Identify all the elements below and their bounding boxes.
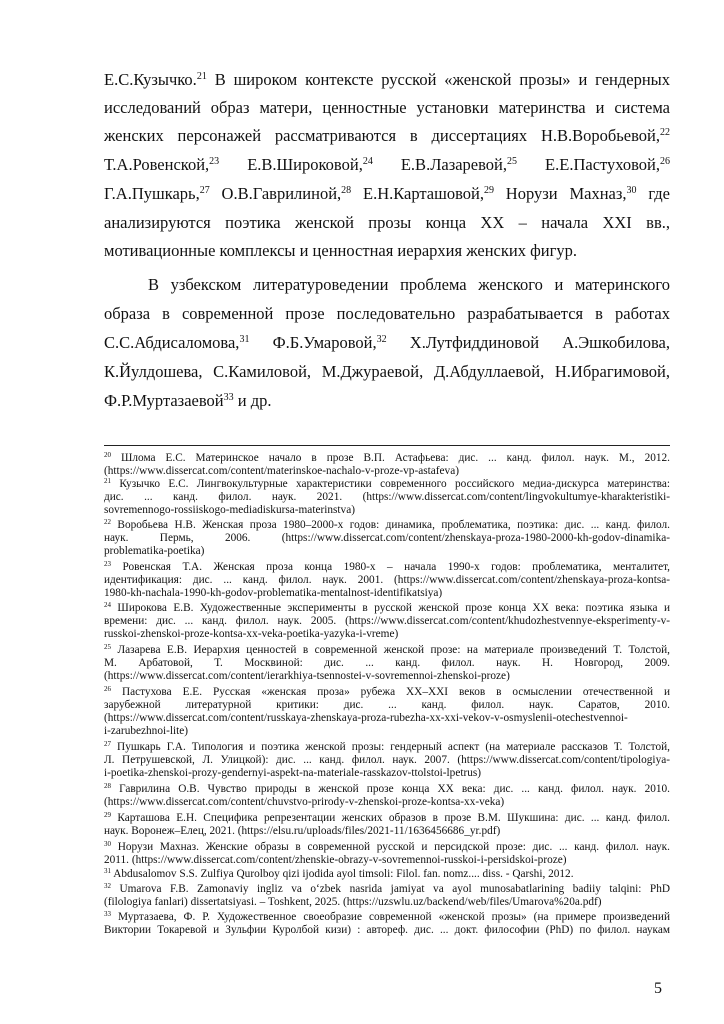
text-run: Муртазаева, Ф. Р. Художественное своеобразие современной «женской прозы» (на примере произведений: [111, 911, 670, 923]
text-run: мотивационные комплексы и ценностная иерархия женских фигур.: [104, 241, 577, 260]
text-run: где: [636, 184, 671, 203]
footnote-marker: 32: [104, 883, 111, 890]
footnote-line: [104, 587, 670, 600]
footnote-marker: 21: [104, 478, 111, 485]
footnote-line: [104, 615, 670, 628]
footnote-line: [104, 841, 670, 854]
footnote-marker: 25: [104, 644, 111, 651]
text-run: Л. Петрушевской, Л. Улицкой): дис. ... канд. филол. наук. 2007. (https://www.dissercat.com/content/tipologiya-: [104, 754, 670, 766]
text-run: (https://www.dissercat.com/content/materinskoe-nachalo-v-proze-vp-astafeva): [104, 465, 459, 477]
text-run: Пушкарь Г.А. Типология и поэтика женской прозы: гендерный аспект (на материале рассказов Т. Толстой,: [111, 741, 670, 753]
footnote-line: [104, 896, 670, 909]
footnote-line: [104, 854, 670, 867]
footnote-line: [104, 574, 670, 587]
footnote-marker: 29: [483, 185, 494, 196]
footnote-line: [104, 644, 670, 657]
text-run: зарубежной литературной критики: дис. ... канд. филол. наук. Саратов, 2010.: [104, 699, 670, 711]
footnote-line: [104, 561, 670, 574]
footnote-marker: 31: [239, 334, 250, 345]
footnote-line: [104, 825, 670, 838]
footnote-marker: 24: [362, 156, 373, 167]
text-run: Норузи Махназ. Женские образы в современной русской и персидской прозе: дис. ... канд. филол. наук.: [111, 841, 670, 853]
footnote-line: [104, 741, 670, 754]
footnote-marker: 26: [660, 156, 671, 167]
text-run: исследований образ матери, ценностные установки материнства и система: [104, 98, 670, 117]
footnote-line: [104, 532, 670, 545]
body-line: [104, 391, 670, 411]
footnote-marker: 33: [104, 911, 111, 918]
text-run: и др.: [233, 391, 272, 410]
text-run: Норузи Махназ,: [493, 184, 627, 203]
body-line: [104, 70, 670, 90]
footnote-marker: 22: [660, 127, 670, 138]
text-run: Воробьева Н.В. Женская проза 1980–2000-х годов: динамика, проблематика, поэтика: дис. ... канд. филол.: [111, 519, 670, 531]
footnote-line: [104, 657, 670, 670]
footnote-marker: 25: [507, 156, 518, 167]
body-line: [104, 241, 670, 261]
text-run: Е.Н.Карташовой,: [351, 184, 484, 203]
footnote-marker: 28: [104, 783, 111, 790]
text-run: (https://www.dissercat.com/content/russkaya-zhenskaya-proza-rubezha-xx-xxi-vekov-v-osmyslenii-otechestvennoi-: [104, 712, 628, 724]
footnote-marker: 21: [196, 71, 207, 82]
text-run: В широком контексте русской «женской прозы» и гендерных: [206, 70, 670, 89]
footnote-line: [104, 868, 670, 881]
text-run: Т.А.Ровенской,: [104, 155, 210, 174]
body-line: [104, 362, 670, 382]
footnote-marker: 27: [199, 185, 210, 196]
footnote-line: [104, 754, 670, 767]
text-run: 2011. (https://www.dissercat.com/content/zhenskie-obrazy-v-sovremennoi-russkoi-i-persidskoi-proze): [104, 854, 567, 866]
text-run: i-poetika-zhenskoi-prozy-gendernyi-aspekt-na-materiale-rasskazov-ttolstoi-lpetrus): [104, 767, 482, 779]
text-run: О.В.Гаврилиной,: [209, 184, 342, 203]
text-run: Ф.Б.Умаровой,: [249, 333, 377, 352]
text-run: Г.А.Пушкарь,: [104, 184, 200, 203]
text-run: Umarova F.B. Zamonaviy ingliz va oʻzbek nasrida jamiyat va ayol munosabatlarining badiiy talqini: PhD: [111, 883, 670, 895]
footnote-marker: 24: [104, 602, 111, 609]
body-line: [104, 184, 670, 204]
text-run: Кузычко Е.С. Лингвокультурные характеристики современного российского медиа-дискурса материнства:: [111, 478, 670, 490]
text-run: (https://www.dissercat.com/content/chuvstvo-prirody-v-zhenskoi-proze-kontsa-xx-veka): [104, 796, 505, 808]
footnote-marker: 30: [626, 185, 637, 196]
body-line: [104, 213, 670, 233]
text-run: Пастухова Е.Е. Русская «женская проза» рубежа XX–XXI веков в осмыслении отечественной и: [111, 686, 670, 698]
footnote-line: [104, 699, 670, 712]
text-run: В узбекском литературоведении проблема женского и материнского: [148, 275, 670, 294]
text-run: Е.С.Кузычко.: [104, 70, 197, 89]
text-run: наук. Пермь, 2006. (https://www.dissercat.com/content/zhenskaya-proza-1980-2000-kh-godov-dinamika-: [104, 532, 670, 544]
text-run: Ровенская Т.А. Женская проза конца 1980-х – начала 1990-х годов: проблематика, менталитет,: [111, 561, 670, 573]
text-run: Лазарева Е.В. Иерархия ценностей в современной женской прозе: на материале произведений Т. Толстой,: [111, 644, 670, 656]
text-run: Карташова Е.Н. Специфика репрезентации женских образов в прозе В.М. Шукшина: дис. ... канд. филол.: [111, 812, 670, 824]
footnote-line: [104, 712, 670, 725]
text-run: Е.В.Лазаревой,: [372, 155, 508, 174]
text-run: Х.Лутфиддиновой А.Эшкобилова,: [386, 333, 670, 352]
text-run: Е.Е.Пастуховой,: [517, 155, 661, 174]
footnote-line: [104, 602, 670, 615]
footnote-marker: 32: [376, 334, 387, 345]
footnote-line: [104, 911, 670, 924]
text-run: идентификация: дис. ... канд. филол. наук. 2001. (https://www.dissercat.com/content/zhenskaya-proza-kontsa-: [104, 574, 670, 586]
text-run: анализируются поэтика женской прозы конца XX – начала XXI вв.,: [104, 213, 670, 232]
footnote-line: [104, 504, 670, 517]
text-run: Ф.Р.Муртазаевой: [104, 391, 224, 410]
text-run: С.С.Абдисаломова,: [104, 333, 240, 352]
text-run: К.Йулдошева, С.Камиловой, М.Джураевой, Д.Абдуллаевой, Н.Ибрагимовой,: [104, 362, 670, 381]
footnote-line: [104, 491, 670, 504]
footnote-marker: 23: [209, 156, 220, 167]
body-line: [104, 126, 670, 146]
text-run: Шлома Е.С. Материнское начало в прозе В.П. Астафьева: дис. ... канд. филол. наук. М., 2012.: [111, 452, 670, 464]
footnote-separator: [104, 445, 670, 446]
text-run: образа в современной прозе последовательно разрабатывается в работах: [104, 304, 670, 323]
text-run: М. Арбатовой, Т. Москвиной: дис. ... канд. филол. наук. Н. Новгород, 2009.: [104, 657, 670, 669]
footnote-line: [104, 767, 670, 780]
text-run: Е.В.Широковой,: [219, 155, 363, 174]
body-line: [104, 275, 670, 295]
text-run: russkoi-zhenskoi-proze-kontsa-xx-veka-poetika-yazyka-i-vreme): [104, 628, 399, 640]
body-line: [104, 98, 670, 118]
text-run: Abdusalomov S.S. Zulfiya Qurolboy qizi ijodida ayol timsoli: Filol. fan. nomz.... diss. - Qarshi, 2012.: [111, 868, 574, 880]
text-run: времени: дис. ... канд. филол. наук. 2005. (https://www.dissercat.com/content/khudozhestvennye-eksperimenty-v-: [104, 615, 670, 627]
footnote-line: [104, 670, 670, 683]
text-run: Виктории Токаревой и Зульфии Куролбой кизи) : автореф. дис. ... докт. философии (PhD) по филол. наукам: [104, 924, 670, 936]
footnote-line: [104, 478, 670, 491]
footnote-marker: 20: [104, 452, 111, 459]
footnote-marker: 29: [104, 812, 111, 819]
footnote-line: [104, 452, 670, 465]
text-run: (filologiya fanlari) dissertatsiyasi. – Toshkent, 2025. (https://uzswlu.uz/backend/web/files/Umarova%20a.pdf): [104, 896, 602, 908]
footnote-line: [104, 465, 670, 478]
footnote-line: [104, 628, 670, 641]
footnote-line: [104, 883, 670, 896]
body-line: [104, 304, 670, 324]
footnote-marker: 22: [104, 519, 111, 526]
text-run: problematika-poetika): [104, 545, 205, 557]
footnote-marker: 26: [104, 686, 111, 693]
footnote-marker: 23: [104, 561, 111, 568]
footnote-marker: 33: [223, 392, 234, 403]
footnote-line: [104, 796, 670, 809]
text-run: (https://www.dissercat.com/content/ierarkhiya-tsennostei-v-sovremennoi-zhenskoi-proze): [104, 670, 510, 682]
text-run: i-zarubezhnoi-lite): [104, 725, 189, 737]
footnote-marker: 28: [341, 185, 352, 196]
text-run: Широкова Е.В. Художественные эксперименты в русской женской прозе конца ХХ века: поэтика языка и: [111, 602, 670, 614]
body-line: [104, 155, 670, 175]
text-run: наук. Воронеж–Елец, 2021. (https://elsu.ru/uploads/files/2021-11/1636456686_yr.pdf): [104, 825, 501, 837]
footnote-marker: 30: [104, 841, 111, 848]
footnote-marker: 27: [104, 741, 111, 748]
body-line: [104, 333, 670, 353]
footnote-line: [104, 725, 670, 738]
footnote-line: [104, 924, 670, 937]
text-run: sovremennogo-rossiiskogo-mediadiskursa-materinstva): [104, 504, 355, 516]
footnote-line: [104, 783, 670, 796]
text-run: 1980-kh-nachala-1990-kh-godov-problematika-mentalnost-identifikatsiya): [104, 587, 443, 599]
text-run: дис. ... канд. филол. наук. 2021. (https://www.dissercat.com/content/lingvokultumye-kharakteristiki-: [104, 491, 670, 503]
footnote-line: [104, 812, 670, 825]
page-number: 5: [654, 980, 662, 997]
footnote-line: [104, 686, 670, 699]
footnote-line: [104, 519, 670, 532]
text-run: женских персонажей рассматриваются в диссертациях Н.В.Воробьевой,: [104, 126, 660, 145]
footnote-line: [104, 545, 670, 558]
text-run: Гаврилина О.В. Чувство природы в женской прозе конца XX века: дис. ... канд. филол. наук. 2010.: [111, 783, 670, 795]
footnote-marker: 31: [104, 868, 111, 875]
